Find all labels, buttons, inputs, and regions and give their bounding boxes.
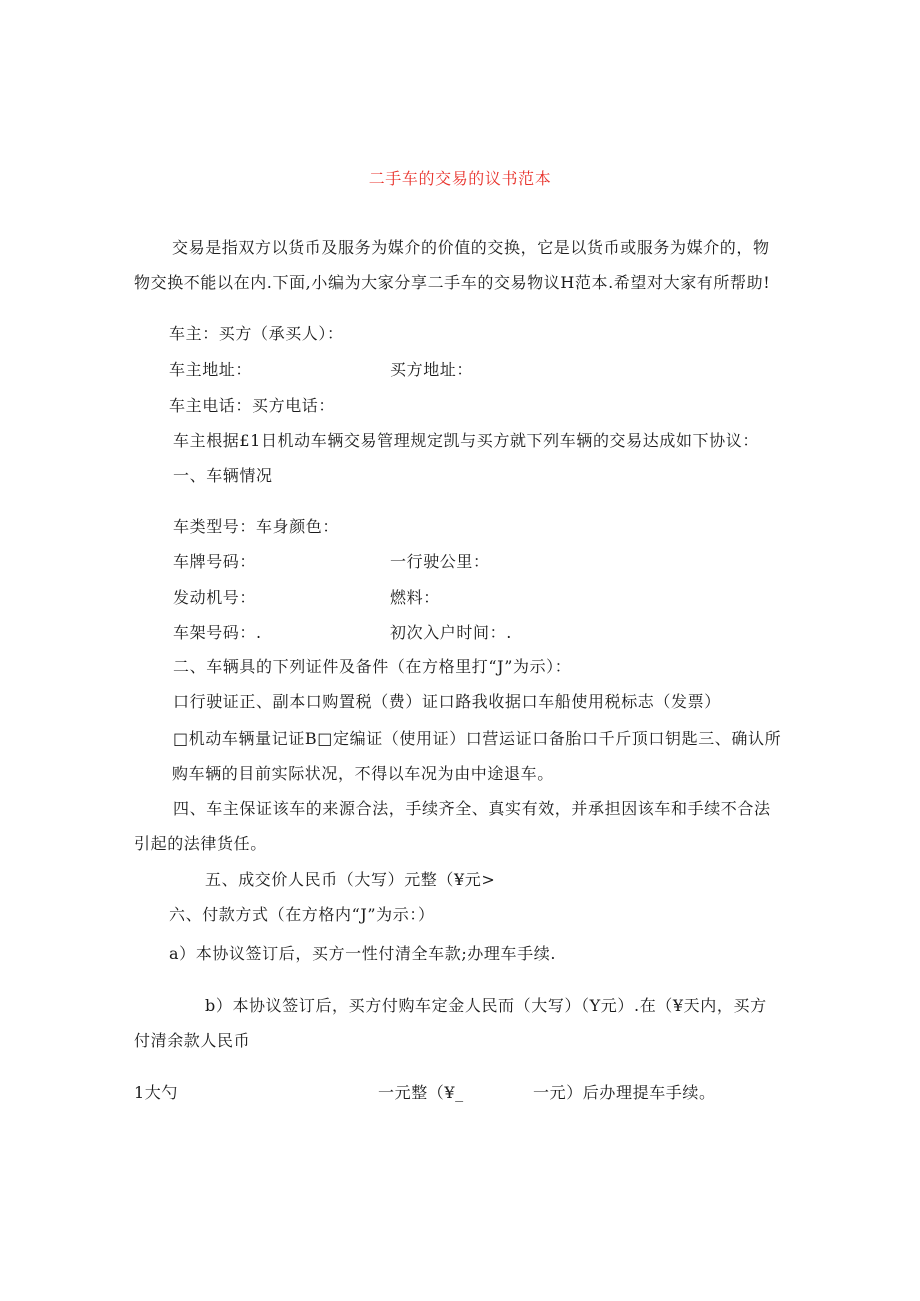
section-1-heading: 一、车辆情况 xyxy=(173,466,273,485)
section-6-heading: 六、付款方式（在方格内“J”为示：） xyxy=(169,905,435,924)
mileage: 一行驶公里： xyxy=(390,552,490,571)
frame-number: 车架号码：. xyxy=(173,623,262,642)
document-title: 二手车的交易的议书范本 xyxy=(368,169,552,188)
section-5-price: 五、成交价人民币（大写）元整（¥元> xyxy=(205,870,496,889)
payment-option-b-line-1: b）本协议签订后，买方付购车定金人民而（大写）（Y元）.在（¥天内，买方 xyxy=(205,996,767,1015)
documents-line-3: 购车辆的目前实际状况，不得以车况为由中途退车。 xyxy=(172,764,554,783)
fuel: 燃料： xyxy=(390,588,440,607)
vehicle-type-color: 车类型号：车身颜色： xyxy=(173,517,340,536)
final-line-right: 一元）后办理提车手续。 xyxy=(533,1083,716,1102)
documents-line-2: □机动车辆量记证B□定编证（使用证）口营运证口备胎口千斤顶口钥匙三、确认所 xyxy=(173,729,782,748)
intro-line-2: 物交换不能以在内.下面,小编为大家分享二手车的交易物议H范本.希望对大家有所帮助! xyxy=(134,273,771,292)
owner-address: 车主地址： xyxy=(169,360,253,379)
buyer-address: 买方地址： xyxy=(390,360,474,379)
first-registration: 初次入户时间：. xyxy=(390,623,512,642)
section-2-heading: 二、车辆具的下列证件及备件（在方格里打“J”为示）： xyxy=(173,657,572,676)
final-line-mid: 一元整（¥_ xyxy=(378,1083,464,1102)
engine-number: 发动机号： xyxy=(173,588,257,607)
intro-line-1: 交易是指双方以货币及服务为媒介的价值的交换，它是以货币或服务为媒介的，物 xyxy=(172,238,770,257)
agreement-basis: 车主根据£1日机动车辆交易管理规定凯与买方就下列车辆的交易达成如下协议： xyxy=(173,431,759,450)
phones-line: 车主电话：买方电话： xyxy=(169,396,336,415)
plate-number: 车牌号码： xyxy=(173,552,257,571)
payment-option-a: a）本协议签订后，买方一性付清全车款;办理车手续. xyxy=(169,944,557,963)
owner-buyer-line: 车主：买方（承买人）： xyxy=(169,324,344,343)
payment-option-b-line-2: 付清余款人民币 xyxy=(134,1031,251,1050)
documents-line-1: 口行驶证正、副本口购置税（费）证口路我收据口车船使用税标志（发票） xyxy=(173,692,721,711)
final-line-left: 1大勺 xyxy=(134,1083,178,1102)
section-4-line-1: 四、车主保证该车的来源合法，手续齐全、真实有效，并承担因该车和手续不合法 xyxy=(173,799,771,818)
section-4-line-2: 引起的法律货任。 xyxy=(134,834,267,853)
